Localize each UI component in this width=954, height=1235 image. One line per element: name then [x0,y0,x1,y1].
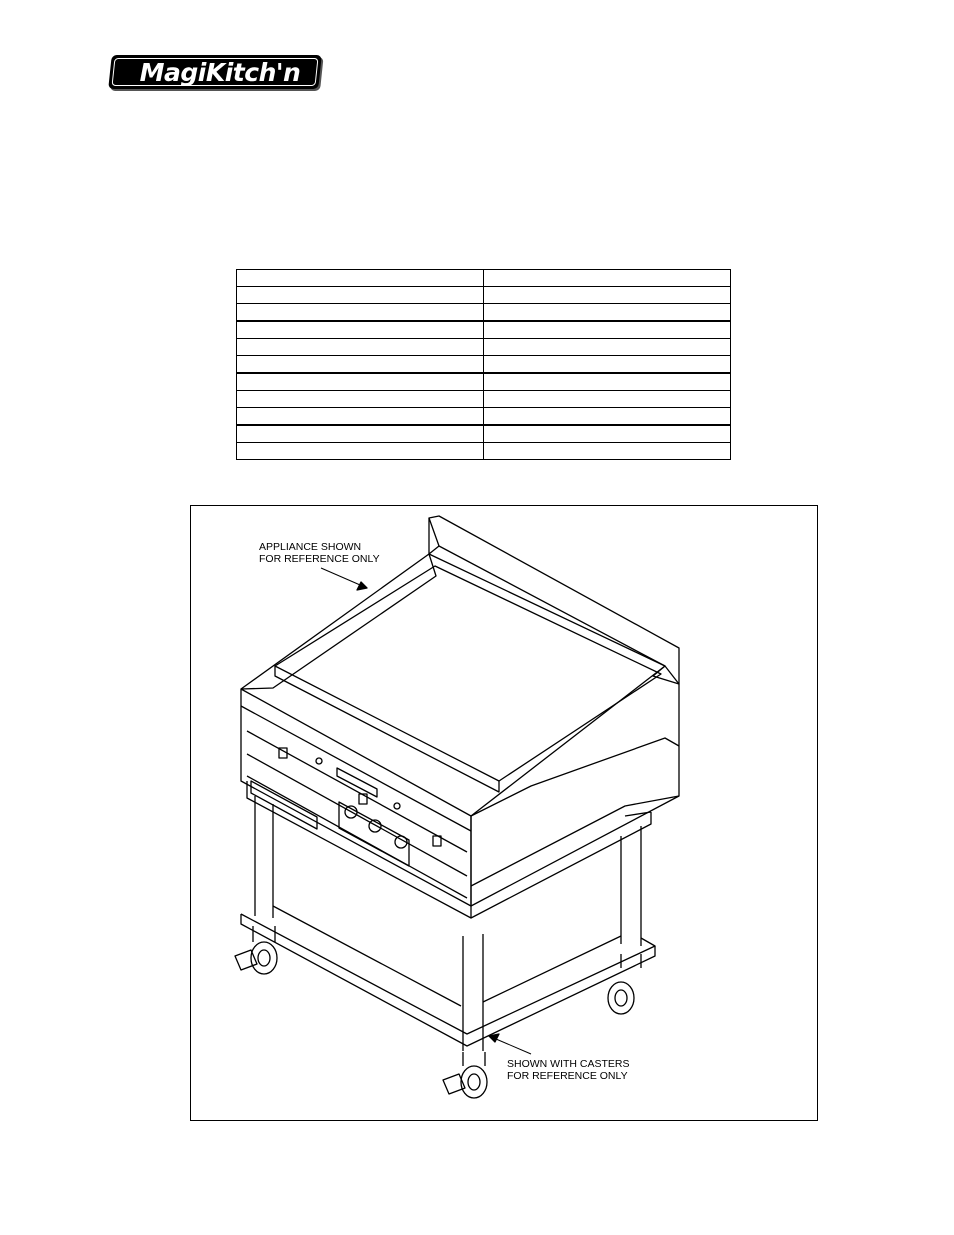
table-row [237,304,731,322]
table-cell [237,304,484,322]
table-cell [484,373,731,391]
table-row [237,391,731,408]
table-cell [484,321,731,339]
table-cell [484,304,731,322]
griddle-stand-illustration [191,506,817,1120]
table-cell [237,391,484,408]
table-row [237,270,731,287]
backsplash [429,516,679,684]
table-cell [237,287,484,304]
table-cell [484,356,731,374]
table-cell [484,425,731,443]
caster-icon [443,1052,487,1098]
table-cell [237,321,484,339]
callout-casters: SHOWN WITH CASTERS FOR REFERENCE ONLY [507,1058,630,1082]
table-cell [237,356,484,374]
griddle-plate [275,566,661,781]
table-cell [237,443,484,460]
table-cell [237,408,484,426]
table-row [237,321,731,339]
spec-table [236,269,731,460]
table-cell [484,391,731,408]
table-cell [484,270,731,287]
table-cell [237,339,484,356]
table-cell [237,425,484,443]
appliance-drawing [190,505,818,1121]
arrow-icon [489,1034,499,1042]
table-cell [237,373,484,391]
table-row [237,373,731,391]
table-cell [484,408,731,426]
table-cell [237,270,484,287]
nameplate [337,768,377,797]
table-row [237,443,731,460]
table-row [237,425,731,443]
front-panel [241,689,471,906]
table-cell [484,339,731,356]
table-row [237,287,731,304]
stand-leg [621,826,641,946]
caster-icon [608,954,641,1014]
brand-logo [110,55,326,95]
logo-text: MagiKitch'n [139,58,301,87]
table-cell [484,287,731,304]
arrow-icon [357,582,367,590]
table-cell [484,443,731,460]
callout-appliance: APPLIANCE SHOWN FOR REFERENCE ONLY [259,541,380,565]
stand-leg [255,796,273,918]
table-row [237,339,731,356]
bottom-shelf [241,914,655,1034]
stand-top-frame [247,781,651,918]
caster-icon [235,926,277,974]
table-row [237,408,731,426]
table-row [237,356,731,374]
